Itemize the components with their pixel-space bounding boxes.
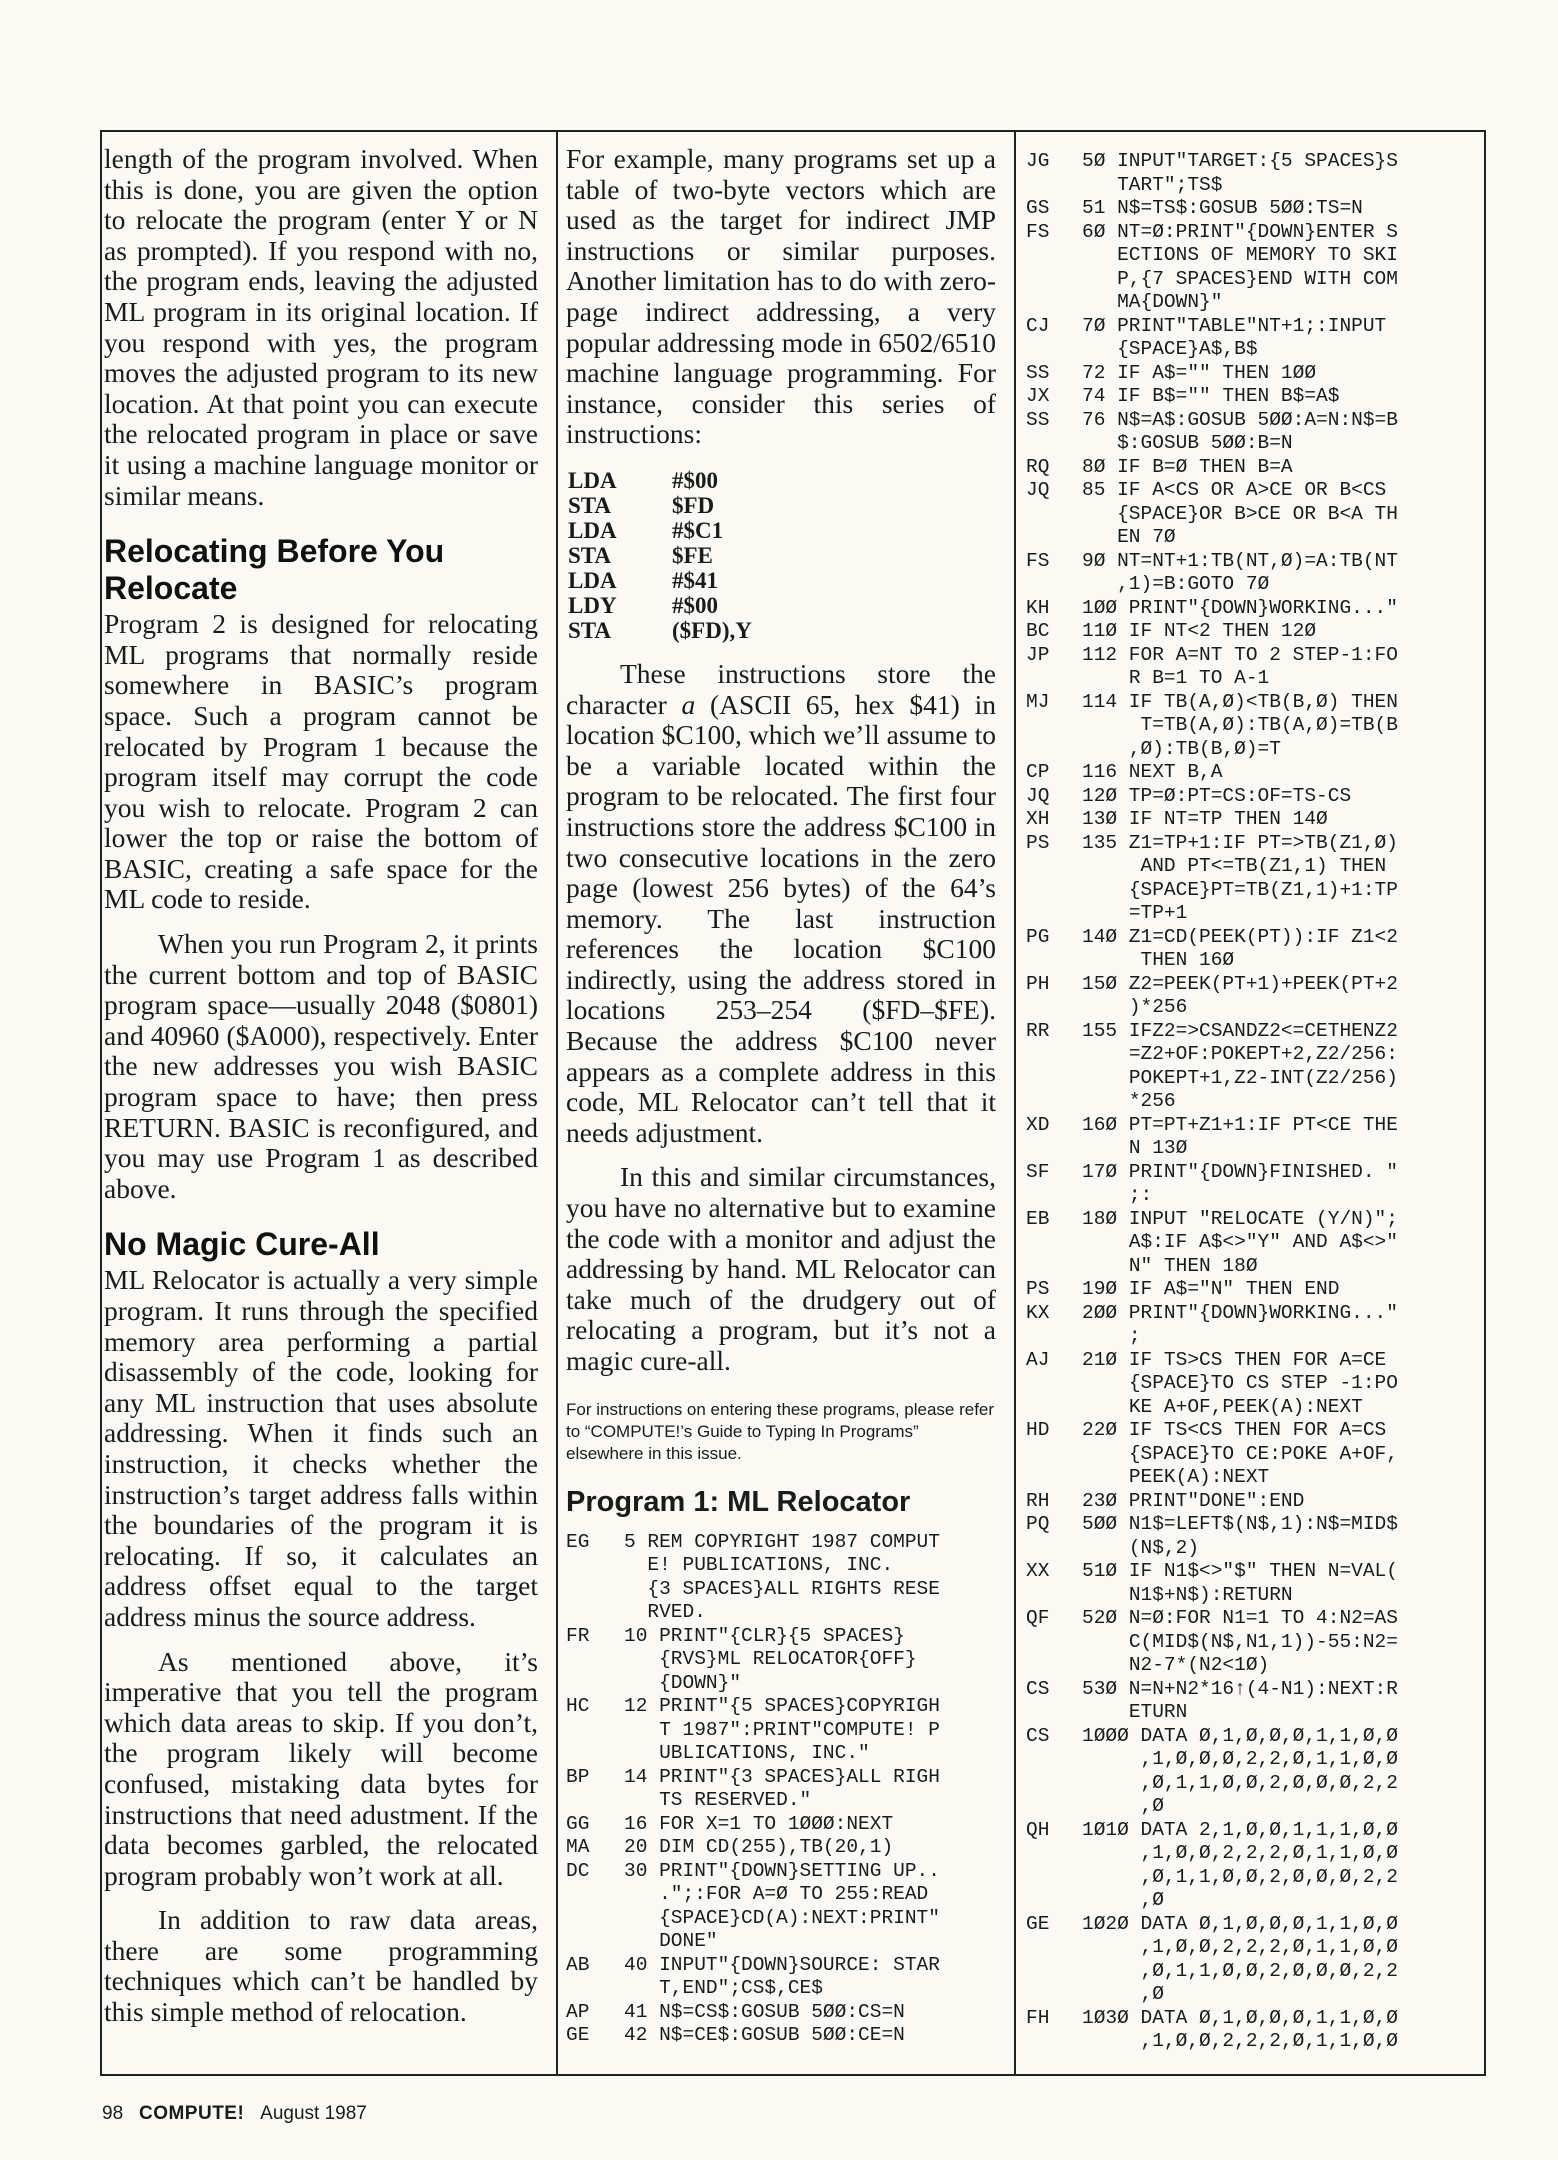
- code-line: [1026, 1020, 1480, 1114]
- code-line: [1026, 550, 1480, 597]
- code-source: 17Ø PRINT"{DOWN}FINISHED. " ;:: [1082, 1160, 1398, 1206]
- code-line: [1026, 1607, 1480, 1678]
- checksum: HC: [566, 1695, 590, 1718]
- code-source: 51 N$=TS$:GOSUB 5ØØ:TS=N: [1082, 197, 1363, 219]
- code-source: 114 IF TB(A,Ø)<TB(B,Ø) THEN T=TB(A,Ø):TB(A,Ø)=TB(B ,Ø):TB(B,Ø)=T: [1082, 690, 1398, 760]
- code-source: 85 IF A<CS OR A>CE OR B<CS {SPACE}OR B>CE OR B<A TH EN 7Ø: [1082, 479, 1398, 548]
- store-text-b: (ASCII 65, hex $41) in location $C100, which we’ll assume to be a variable located within the program to be relocated. The first four instructions store the address $C100 in two consecutive locations in the zero page (lowest 256 bytes) of the 64’s memory. The last instruction references the location $C100 indirectly, using the address stored in locations 253–254 ($FD–$FE). Because the address $C100 never appears as a complete address in this code, ML Relocator can’t tell that it needs adjustment.: [566, 688, 996, 1148]
- code-line: [566, 1625, 996, 1696]
- code-line: [566, 1860, 996, 1954]
- code-source: 155 IFZ2=>CSANDZ2<=CETHENZ2 =Z2+OF:POKEPT+2,Z2/256: POKEPT+1,Z2-INT(Z2/256) *256: [1082, 1019, 1398, 1112]
- code-line: [1026, 1560, 1480, 1607]
- asm-opcode: LDY: [568, 592, 617, 618]
- code-source: 14Ø Z1=CD(PEEK(PT)):IF Z1<2 THEN 16Ø: [1082, 925, 1398, 971]
- checksum: KH: [1026, 596, 1050, 619]
- code-line: [1026, 1513, 1480, 1560]
- code-line: [1026, 409, 1480, 456]
- code-source: 5ØØ N1$=LEFT$(N$,1):N$=MID$ (N$,2): [1082, 1513, 1398, 1559]
- code-line: [1026, 1819, 1480, 1913]
- code-line: [1026, 832, 1480, 926]
- asm-row: [568, 618, 752, 643]
- code-source: 15Ø Z2=PEEK(PT+1)+PEEK(PT+2 )*256: [1082, 972, 1398, 1018]
- checksum: AJ: [1026, 1348, 1050, 1371]
- checksum: XX: [1026, 1560, 1050, 1582]
- paragraph-similar: In this and similar circumstances, you have no alternative but to examine the code with a monitor and adjust the addressing by hand. ML Relocator can take much of the drudgery out of relocating a program, but it’s not a magic cure-all.: [566, 1161, 996, 1376]
- typing-note: For instructions on entering these programs, please refer to “COMPUTE!’s Guide to Typing In Programs” elsewhere in this issue.: [566, 1399, 995, 1463]
- asm-row: [568, 568, 752, 593]
- code-line: [1026, 150, 1480, 197]
- column-3: [1014, 132, 1484, 2074]
- checksum: PQ: [1026, 1513, 1050, 1535]
- column-2: [556, 132, 1002, 2074]
- code-line: [1026, 1349, 1480, 1420]
- code-line: [1026, 973, 1480, 1020]
- code-line: [566, 1836, 996, 1860]
- checksum: FR: [566, 1624, 590, 1647]
- checksum: QH: [1026, 1818, 1050, 1841]
- asm-opcode: LDA: [568, 467, 617, 493]
- checksum: XH: [1026, 808, 1050, 830]
- checksum: JX: [1026, 385, 1050, 407]
- code-source: 74 IF B$="" THEN B$=A$: [1082, 385, 1340, 407]
- checksum: AB: [566, 1953, 590, 1976]
- column-1: [102, 132, 542, 2074]
- code-source: 11Ø IF NT<2 THEN 12Ø: [1082, 620, 1317, 642]
- code-source: 12 PRINT"{5 SPACES}COPYRIGH T 1987":PRINT"COMPUTE! P UBLICATIONS, INC.": [624, 1695, 940, 1765]
- page-number: 98: [102, 2103, 124, 2124]
- program-listing-part1: [566, 1531, 996, 2048]
- code-source: 14 PRINT"{3 SPACES}ALL RIGH TS RESERVED.": [624, 1765, 940, 1812]
- code-source: 135 Z1=TP+1:IF PT=>TB(Z1,Ø) AND PT<=TB(Z1,1) THEN {SPACE}PT=TB(Z1,1)+1:TP =TP+1: [1082, 831, 1398, 924]
- code-line: [1026, 808, 1480, 832]
- checksum: KX: [1026, 1301, 1050, 1324]
- checksum: GS: [1026, 197, 1050, 219]
- code-source: 7Ø PRINT"TABLE"NT+1;:INPUT {SPACE}A$,B$: [1082, 314, 1387, 360]
- code-source: 116 NEXT B,A: [1082, 761, 1223, 783]
- asm-operand: #$41: [672, 567, 718, 593]
- code-line: [1026, 1913, 1480, 2007]
- code-line: [566, 1695, 996, 1766]
- asm-operand: $FD: [672, 492, 715, 518]
- code-line: [1026, 761, 1480, 785]
- paragraph-simple-program: ML Relocator is actually a very simple program. It runs through the specified memory area performing a partial disassembly of the code, looking for any ML instruction that uses absolute addressing. When it finds such an instruction, it checks whether the instruction’s target address falls within the boundaries of the program it is relocating. If so, it calculates an address offset equal to the target address minus the source address.: [104, 1264, 538, 1632]
- code-line: [1026, 1678, 1480, 1725]
- page-footer: [102, 2103, 367, 2125]
- checksum: PS: [1026, 831, 1050, 854]
- checksum: BP: [566, 1765, 590, 1788]
- code-source: 18Ø INPUT "RELOCATE (Y/N)"; A$:IF A$<>"Y" AND A$<>" N" THEN 18Ø: [1082, 1207, 1398, 1277]
- code-source: 8Ø IF B=Ø THEN B=A: [1082, 455, 1293, 478]
- code-line: [1026, 1208, 1480, 1279]
- code-source: 76 N$=A$:GOSUB 5ØØ:A=N:N$=B $:GOSUB 5ØØ:B=N: [1082, 408, 1398, 454]
- checksum: JQ: [1026, 479, 1050, 501]
- checksum: JP: [1026, 643, 1050, 666]
- code-source: 112 FOR A=NT TO 2 STEP-1:FO R B=1 TO A-1: [1082, 643, 1398, 689]
- code-line: [1026, 1419, 1480, 1490]
- paragraph-addition: In addition to raw data areas, there are some programming techniques which can’t be handled by this simple method of relocation.: [104, 1904, 538, 2028]
- code-line: [566, 1954, 996, 2001]
- assembly-listing: [568, 468, 752, 643]
- code-source: 13Ø IF NT=TP THEN 14Ø: [1082, 808, 1328, 830]
- asm-operand: $FE: [672, 542, 713, 568]
- program-listing-part2: [1026, 150, 1480, 2054]
- code-source: 6Ø NT=Ø:PRINT"{DOWN}ENTER S ECTIONS OF MEMORY TO SKI P,{7 SPACES}END WITH COM MA{DOWN}": [1082, 220, 1398, 313]
- code-line: [1026, 197, 1480, 221]
- checksum: CS: [1026, 1724, 1050, 1747]
- code-source: 2ØØ PRINT"{DOWN}WORKING..." ;: [1082, 1301, 1398, 1347]
- checksum: SS: [1026, 408, 1050, 431]
- code-line: [1026, 785, 1480, 809]
- code-line: [566, 1531, 996, 1625]
- asm-row: [568, 493, 752, 518]
- code-line: [566, 1766, 996, 1813]
- code-source: 1ØØØ DATA Ø,1,Ø,Ø,Ø,1,1,Ø,Ø ,1,Ø,Ø,Ø,2,2,Ø,1,1,Ø,Ø ,Ø,1,1,Ø,Ø,2,Ø,Ø,Ø,2,2 ,Ø: [1082, 1724, 1398, 1817]
- code-line: [566, 1813, 996, 1837]
- code-source: 21Ø IF TS>CS THEN FOR A=CE {SPACE}TO CS STEP -1:PO KE A+OF,PEEK(A):NEXT: [1082, 1348, 1398, 1418]
- checksum: RH: [1026, 1489, 1050, 1512]
- checksum: BC: [1026, 620, 1050, 642]
- asm-operand: #$00: [672, 592, 718, 618]
- code-source: 10 PRINT"{CLR}{5 SPACES} {RVS}ML RELOCATOR{OFF} {DOWN}": [624, 1624, 917, 1694]
- code-source: 20 DIM CD(255),TB(20,1): [624, 1836, 894, 1859]
- asm-operand: #$C1: [672, 517, 724, 543]
- code-line: [1026, 479, 1480, 550]
- checksum: JG: [1026, 150, 1050, 172]
- code-line: [1026, 597, 1480, 621]
- paragraph-intro: length of the program involved. When this is done, you are given the option to relocate the program (enter Y or N as prompted). If you respond with no, the program ends, leaving the adjusted ML program in its original location. If you respond with yes, the program moves the adjusted program to its new location. At that point you can execute the relocated program in place or save it using a machine language monitor or similar means.: [104, 143, 538, 511]
- asm-opcode: LDA: [568, 517, 617, 543]
- checksum: GG: [566, 1812, 590, 1835]
- checksum: MA: [566, 1836, 590, 1859]
- checksum: DC: [566, 1859, 590, 1882]
- checksum: PS: [1026, 1278, 1050, 1300]
- paragraph-program2: Program 2 is designed for relocating ML programs that normally reside somewhere in BASIC’s program space. Such a program cannot be relocated by Program 1 because the program itself may corrupt the code you wish to relocate. Program 2 can lower the top or raise the bottom of BASIC, creating a safe space for the ML code to reside.: [104, 608, 538, 915]
- code-source: 9Ø NT=NT+1:TB(NT,Ø)=A:TB(NT ,1)=B:GOTO 7Ø: [1082, 549, 1398, 595]
- checksum: GE: [566, 2024, 590, 2047]
- checksum: EG: [566, 1530, 590, 1553]
- checksum: PG: [1026, 925, 1050, 948]
- checksum: PH: [1026, 972, 1050, 995]
- asm-opcode: STA: [568, 492, 612, 518]
- paragraph-store: [566, 659, 996, 1149]
- asm-row: [568, 593, 752, 618]
- magazine-name: COMPUTE!: [138, 2103, 245, 2124]
- code-source: 30 PRINT"{DOWN}SETTING UP.. .";:FOR A=Ø TO 255:READ {SPACE}CD(A):NEXT:PRINT" DONE": [624, 1859, 940, 1953]
- code-line: [1026, 1302, 1480, 1349]
- store-text-a: These instructions store the character: [566, 657, 996, 720]
- checksum: CS: [1026, 1677, 1050, 1700]
- code-source: 16 FOR X=1 TO 1ØØØ:NEXT: [624, 1812, 894, 1835]
- asm-opcode: LDA: [568, 567, 617, 593]
- code-line: [1026, 315, 1480, 362]
- code-line: [566, 2001, 996, 2025]
- code-line: [1026, 926, 1480, 973]
- code-source: 12Ø TP=Ø:PT=CS:OF=TS-CS: [1082, 784, 1352, 807]
- code-line: [1026, 1161, 1480, 1208]
- issue-date: August 1987: [260, 2103, 367, 2124]
- store-char: a: [681, 688, 696, 720]
- asm-operand: ($FD),Y: [672, 617, 752, 643]
- asm-opcode: STA: [568, 617, 612, 643]
- code-line: [1026, 1490, 1480, 1514]
- checksum: HD: [1026, 1419, 1050, 1441]
- code-line: [1026, 2007, 1480, 2054]
- checksum: CJ: [1026, 314, 1050, 337]
- checksum: FH: [1026, 2006, 1050, 2029]
- checksum: JQ: [1026, 784, 1050, 807]
- checksum: EB: [1026, 1207, 1050, 1230]
- heading-no-magic: No Magic Cure-All: [104, 1226, 380, 1263]
- code-line: [1026, 456, 1480, 480]
- code-line: [1026, 691, 1480, 762]
- code-source: 1Ø2Ø DATA Ø,1,Ø,Ø,Ø,1,1,Ø,Ø ,1,Ø,Ø,2,2,2,Ø,1,1,Ø,Ø ,Ø,1,1,Ø,Ø,2,Ø,Ø,Ø,2,2 ,Ø: [1082, 1912, 1398, 2005]
- checksum: SF: [1026, 1160, 1050, 1183]
- code-line: [1026, 620, 1480, 644]
- paragraph-example: For example, many programs set up a table of two-byte vectors which are used as the target for indirect JMP instructions or similar purposes. Another limitation has to do with zero-page indirect addressing, a very popular addressing mode in 6502/6510 machine language programming. For instance, consider this series of instructions:: [566, 143, 996, 450]
- code-line: [1026, 1114, 1480, 1161]
- code-line: [1026, 385, 1480, 409]
- code-source: 16Ø PT=PT+Z1+1:IF PT<CE THE N 13Ø: [1082, 1113, 1398, 1159]
- code-source: 22Ø IF TS<CS THEN FOR A=CS {SPACE}TO CE:POKE A+OF, PEEK(A):NEXT: [1082, 1419, 1398, 1488]
- code-source: 5 REM COPYRIGHT 1987 COMPUT E! PUBLICATIONS, INC. {3 SPACES}ALL RIGHTS RESE RVED.: [624, 1530, 940, 1624]
- checksum: XD: [1026, 1113, 1050, 1136]
- code-source: 1Ø3Ø DATA Ø,1,Ø,Ø,Ø,1,1,Ø,Ø ,1,Ø,Ø,2,2,2,Ø,1,1,Ø,Ø: [1082, 2006, 1398, 2052]
- checksum: FS: [1026, 220, 1050, 243]
- checksum: FS: [1026, 549, 1050, 572]
- checksum: AP: [566, 2000, 590, 2023]
- paragraph-run-program2: When you run Program 2, it prints the current bottom and top of BASIC program space—usually 2048 ($0801) and 40960 ($A000), respectively. Enter the new addresses you wish BASIC program space to have; then press RETURN. BASIC is reconfigured, and you may use Program 1 as described above.: [104, 928, 538, 1204]
- program-title: Program 1: ML Relocator: [566, 1485, 911, 1518]
- asm-row: [568, 518, 752, 543]
- paragraph-imperative: As mentioned above, it’s imperative that you tell the program which data areas to skip. If you don’t, the program likely will become confused, mistaking data bytes for instructions that need adustment. If the data becomes garbled, the relocated program probably won’t work at all.: [104, 1645, 538, 1891]
- code-line: [1026, 1725, 1480, 1819]
- code-source: 19Ø IF A$="N" THEN END: [1082, 1278, 1340, 1300]
- code-source: 51Ø IF N1$<>"$" THEN N=VAL( N1$+N$):RETURN: [1082, 1560, 1398, 1606]
- code-line: [1026, 362, 1480, 386]
- code-source: 5Ø INPUT"TARGET:{5 SPACES}S TART";TS$: [1082, 150, 1398, 196]
- code-source: 40 INPUT"{DOWN}SOURCE: STAR T,END";CS$,CE$: [624, 1953, 940, 2000]
- checksum: QF: [1026, 1607, 1050, 1629]
- code-source: 1Ø1Ø DATA 2,1,Ø,Ø,1,1,1,Ø,Ø ,1,Ø,Ø,2,2,2,Ø,1,1,Ø,Ø ,Ø,1,1,Ø,Ø,2,Ø,Ø,Ø,2,2 ,Ø: [1082, 1818, 1398, 1911]
- checksum: MJ: [1026, 690, 1050, 713]
- heading-relocating-before: Relocating Before You Relocate: [104, 533, 445, 607]
- code-line: [566, 2024, 996, 2048]
- asm-operand: #$00: [672, 467, 718, 493]
- code-line: [1026, 1278, 1480, 1302]
- checksum: CP: [1026, 761, 1050, 783]
- checksum: RQ: [1026, 455, 1050, 478]
- code-source: 72 IF A$="" THEN 1ØØ: [1082, 361, 1317, 384]
- asm-row: [568, 468, 752, 493]
- code-line: [1026, 221, 1480, 315]
- code-line: [1026, 644, 1480, 691]
- asm-row: [568, 543, 752, 568]
- code-source: 53Ø N=N+N2*16↑(4-N1):NEXT:R ETURN: [1082, 1677, 1398, 1723]
- code-source: 42 N$=CE$:GOSUB 5ØØ:CE=N: [624, 2024, 905, 2047]
- code-source: 1ØØ PRINT"{DOWN}WORKING...": [1082, 596, 1398, 619]
- code-source: 41 N$=CS$:GOSUB 5ØØ:CS=N: [624, 2000, 905, 2023]
- checksum: SS: [1026, 361, 1050, 384]
- checksum: GE: [1026, 1912, 1050, 1935]
- asm-opcode: STA: [568, 542, 612, 568]
- checksum: RR: [1026, 1019, 1050, 1042]
- code-source: 23Ø PRINT"DONE":END: [1082, 1489, 1305, 1512]
- code-source: 52Ø N=Ø:FOR N1=1 TO 4:N2=AS C(MID$(N$,N1,1))-55:N2= N2-7*(N2<1Ø): [1082, 1607, 1398, 1676]
